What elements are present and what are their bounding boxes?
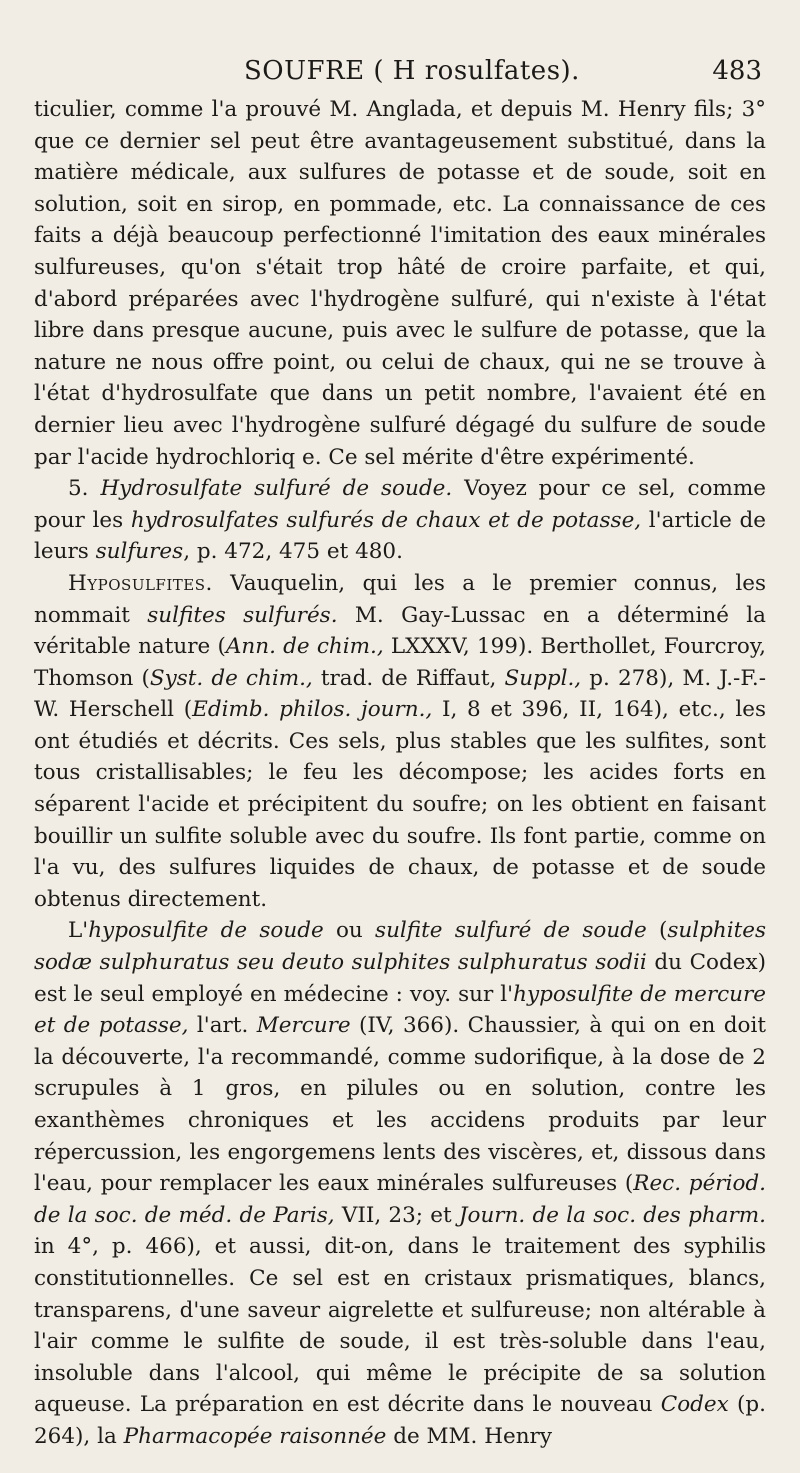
text-run: , p. 472, 475 et 480. <box>183 539 403 565</box>
text-run: l'art. <box>188 1013 257 1039</box>
text-run: du Codex) est le seul employé en médecine : voy. sur l' <box>34 950 766 1007</box>
text-run: ticulier, comme l'a prouvé M. Anglada, et depuis M. Henry fils; 3° que ce dernier sel peut être avantageusement substitué, dans la matière médicale, aux sulfures de potasse et de soude, soit en solution, soit en sirop, en pommade, etc. La connaissance de ces faits a déjà beaucoup perfectionné l'imitation des eaux minérales sulfureuses, qu'on s'était trop hâté de croire parfaite, et qui, d'abord préparées avec l'hydrogène sulfuré, qui n'existe à l'état libre dans presque aucune, puis avec le sulfure de potasse, que la nature ne nous offre point, ou celui de chaux, qui ne se trouve à l'état d'hydrosulfate que dans un petit nombre, l'avaient été en dernier lieu avec l'hydrogène sulfuré dégagé du sulfure de soude par l'acide hydrochloriq e. Ce sel mérite d'être expérimenté. <box>34 97 766 470</box>
italic-text: sulfures <box>95 539 184 565</box>
italic-text: hydrosulfates sulfurés de chaux et de potasse, <box>130 507 642 533</box>
italic-text: sulphites sodæ sulphuratus seu deuto sulphites sulphuratus sodii <box>34 918 766 976</box>
text-run: trad. de Riffaut, <box>312 665 505 691</box>
italic-text: sulfites sulfurés. <box>147 602 338 628</box>
text-run: VII, 23; et <box>334 1202 459 1228</box>
italic-text: Edimb. philos. journ., <box>192 697 433 723</box>
body-text <box>34 94 766 1453</box>
text-run: I, 8 et 396, II, 164), etc., les ont étudiés et décrits. Ces sels, plus stables que les sulfites, sont tous cristallisables; le feu les décompose; les acides forts en séparent l'acide et précipitent du soufre; on les obtient en faisant bouillir un sulfite soluble avec du soufre. Ils font partie, comme on l'a vu, des sulfures liquides de chaux, de potasse et de soude obtenus directement. <box>34 697 767 912</box>
italic-text: Hydrosulfate sulfuré de soude. <box>100 476 453 502</box>
text-run: (IV, 366). Chaussier, à qui on en doit la découverte, l'a recommandé, comme sudorifique, à la dose de 2 scrupules à 1 gros, en pilules ou en solution, contre les exanthèmes chroniques et les accidens produits par leur répercussion, les engorgemens lents des viscères, et, dissous dans l'eau, pour remplacer les eaux minérales sulfureuses ( <box>34 1013 767 1197</box>
italic-text: Codex <box>660 1392 729 1418</box>
paragraph <box>34 94 766 473</box>
small-caps-heading: Hyposulfites. <box>68 570 213 596</box>
text-run: M. Gay-Lussac en a déterminé la véritable nature ( <box>34 602 767 660</box>
italic-text: Journ. de la soc. des pharm. <box>458 1202 766 1228</box>
text-run: Vauquelin, qui les a le premier connus, les nommait <box>34 570 766 628</box>
italic-text: hyposulfite de mercure et de potasse, <box>34 981 767 1039</box>
italic-text: Syst. de chim., <box>149 665 313 691</box>
italic-text: Suppl., <box>504 665 582 691</box>
text-run: de MM. Henry <box>386 1423 552 1449</box>
text-run: 5. <box>68 476 101 502</box>
text-run: L' <box>68 918 89 944</box>
text-run: in 4°, p. 466), et aussi, dit-on, dans le traitement des syphilis constitutionnelles. Ce sel est en cristaux prismatiques, blancs, transparens, d'une saveur aigrelette et sulfureuse; non altérable à l'air comme le sulfite de soude, il est très-soluble dans l'eau, insoluble dans l'alcool, qui même le précipite de sa solution aqueuse. La préparation en est décrite dans le nouveau <box>34 1234 766 1418</box>
page-number: 483 <box>712 56 762 86</box>
paragraph <box>34 915 766 1452</box>
italic-text: hyposulfite de soude <box>88 918 324 944</box>
text-run: LXXXV, 199). Berthollet, Fourcroy, Thomson ( <box>34 634 766 691</box>
text-run: l'article de leurs <box>34 507 766 565</box>
italic-text: Pharmacopée raisonnée <box>123 1423 387 1449</box>
paragraph <box>34 568 766 916</box>
text-run: ou <box>323 918 376 944</box>
page-header <box>34 50 766 94</box>
italic-text: sulfite sulfuré de soude <box>375 918 647 944</box>
italic-text: Mercure <box>256 1013 351 1039</box>
italic-text: Ann. de chim., <box>225 634 384 660</box>
text-run: p. 278), M. J.-F.-W. Herschell ( <box>34 665 766 723</box>
running-head: SOUFRE ( H rosulfates). <box>244 56 580 86</box>
text-run: ( <box>646 918 668 944</box>
text-run: (p. 264), la <box>34 1392 766 1449</box>
paragraph <box>34 473 766 568</box>
italic-text: Rec. périod. de la soc. de méd. de Paris, <box>34 1171 766 1228</box>
text-run: Voyez pour ce sel, comme pour les <box>34 476 766 533</box>
